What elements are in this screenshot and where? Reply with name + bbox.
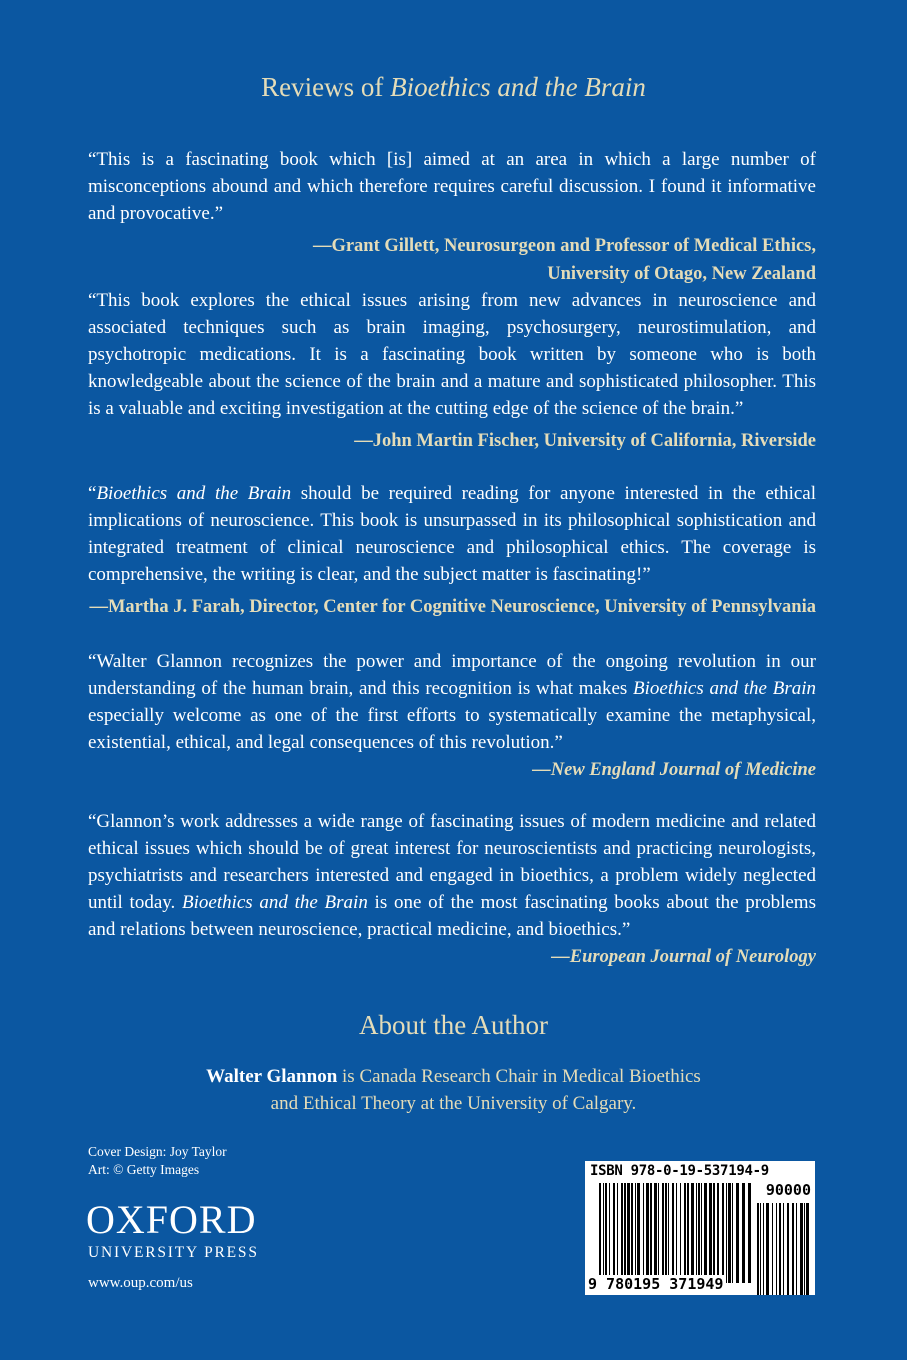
barcode-bar bbox=[726, 1183, 727, 1283]
barcode-bar bbox=[624, 1183, 626, 1283]
barcode-bar bbox=[728, 1183, 731, 1283]
book-title: Bioethics and the Brain bbox=[633, 678, 817, 699]
barcode-bar bbox=[662, 1183, 664, 1283]
review-quote bbox=[88, 146, 816, 227]
quote-text: “This book explores the ethical issues arising from new advances in neuroscience and associated techniques such as brain imaging, psychosurgery, neurostimulation, and psychotropic medications. It is a fascinating book written by someone who is both knowledgeable about the science of the brain and a mature and sophisticated philosopher. This is a valuable and exciting investigation at the cutting edge of the science of the brain.” bbox=[88, 290, 816, 419]
barcode-bar bbox=[631, 1183, 633, 1283]
review bbox=[88, 480, 816, 621]
barcode-bar bbox=[637, 1183, 640, 1283]
barcode-bar bbox=[704, 1183, 707, 1283]
barcode-bar bbox=[757, 1203, 759, 1295]
quote-text: “ bbox=[88, 483, 97, 504]
review bbox=[88, 648, 816, 784]
attribution-line: —European Journal of Neurology bbox=[551, 947, 816, 967]
quote-text: “This is a fascinating book which [is] aimed at an area in which a large number of misconceptions abound and which therefore requires careful discussion. I found it informative and provocative.” bbox=[88, 149, 816, 224]
barcode-bar bbox=[635, 1183, 636, 1283]
barcode-bar bbox=[717, 1183, 719, 1283]
reviews-heading bbox=[0, 72, 907, 103]
heading-prefix: Reviews of bbox=[261, 72, 391, 102]
barcode-bar bbox=[787, 1203, 789, 1295]
barcode-bar bbox=[643, 1183, 644, 1283]
barcode-bar bbox=[691, 1183, 694, 1283]
barcode-bar bbox=[800, 1203, 803, 1295]
barcode-bar bbox=[680, 1183, 681, 1283]
review-attribution bbox=[88, 427, 816, 455]
barcode-bar bbox=[665, 1183, 667, 1283]
barcode-bar bbox=[696, 1183, 697, 1283]
barcode-bar bbox=[779, 1203, 781, 1295]
about-line-1: is Canada Research Chair in Medical Bioethics bbox=[337, 1066, 701, 1087]
barcode-bar bbox=[621, 1183, 623, 1283]
barcode-bar bbox=[742, 1183, 745, 1283]
review bbox=[88, 287, 816, 455]
quote-text: “Walter Glannon recognizes the power and importance of the ongoing revolution in our understanding of the human brain, and this recognition is what makes bbox=[88, 651, 816, 699]
barcode-bar bbox=[709, 1183, 712, 1283]
barcode-bar bbox=[792, 1203, 794, 1295]
review-attribution bbox=[88, 943, 816, 971]
barcode-bar bbox=[609, 1183, 610, 1283]
barcode-bar bbox=[722, 1183, 724, 1283]
barcode-bar bbox=[654, 1183, 657, 1283]
attribution-line: —Grant Gillett, Neurosurgeon and Professor of Medical Ethics, bbox=[312, 236, 816, 256]
barcode-bar bbox=[804, 1203, 805, 1295]
review-attribution bbox=[88, 232, 816, 288]
barcode-bar bbox=[650, 1183, 652, 1283]
about-author-text bbox=[0, 1063, 907, 1117]
barcode-bar bbox=[672, 1183, 674, 1283]
barcode-bar bbox=[732, 1183, 733, 1283]
quote-text: especially welcome as one of the first efforts to systematically examine the metaphysical, existential, ethical, and legal consequences of this revolution.” bbox=[88, 705, 816, 753]
barcode-bar bbox=[658, 1183, 659, 1283]
attribution-line: University of Otago, New Zealand bbox=[547, 264, 816, 284]
quote-text: should be required reading for anyone interested in the ethical implications of neuroscience. This book is unsurpassed in its philosophical sophistication and integrated treatment of clinical neuroscience and philosophical ethics. The coverage is comprehensive, the writing is clear, and the subject matter is fascinating!” bbox=[88, 483, 816, 585]
barcode-bar bbox=[766, 1203, 769, 1295]
barcode-bar bbox=[760, 1203, 761, 1295]
review bbox=[88, 808, 816, 971]
barcode-bar bbox=[613, 1183, 615, 1283]
review-attribution bbox=[88, 756, 816, 784]
barcode-bar bbox=[796, 1203, 797, 1295]
review-quote bbox=[88, 480, 816, 588]
barcode-bar bbox=[617, 1183, 618, 1283]
barcode-bar bbox=[783, 1203, 784, 1295]
barcode-bar bbox=[698, 1183, 700, 1283]
publisher-url: www.oup.com/us bbox=[88, 1275, 193, 1291]
barcode-bar bbox=[713, 1183, 715, 1283]
barcode-bar bbox=[763, 1203, 764, 1295]
barcode-bar bbox=[599, 1183, 601, 1283]
review bbox=[88, 146, 816, 288]
isbn-text: ISBN 978-0-19-537194-9 bbox=[590, 1163, 769, 1179]
review-quote bbox=[88, 287, 816, 422]
barcode-bar bbox=[687, 1183, 689, 1283]
barcode-bar bbox=[605, 1183, 607, 1283]
credits bbox=[88, 1143, 227, 1179]
author-name: Walter Glannon bbox=[206, 1066, 338, 1087]
ean-number: 9 780195 371949 bbox=[588, 1275, 724, 1293]
barcode-bar bbox=[772, 1203, 773, 1295]
barcode-bar bbox=[646, 1183, 649, 1283]
cover-design-credit: Cover Design: Joy Taylor bbox=[88, 1144, 227, 1159]
attribution-line: —New England Journal of Medicine bbox=[532, 760, 816, 780]
publisher-subname: UNIVERSITY PRESS bbox=[88, 1244, 259, 1261]
review-quote bbox=[88, 648, 816, 756]
barcode-bar bbox=[701, 1183, 702, 1283]
barcode-bar bbox=[736, 1183, 739, 1283]
quote-text: is one of the most fascinating books about the problems and relations between neuroscience, practical medicine, and bioethics.” bbox=[88, 892, 816, 940]
barcode-bar bbox=[668, 1183, 669, 1283]
barcode-bar bbox=[806, 1203, 809, 1295]
review-attribution bbox=[88, 593, 816, 621]
art-credit: Art: © Getty Images bbox=[88, 1162, 200, 1177]
barcode-bar bbox=[676, 1183, 677, 1283]
attribution-line: —Martha J. Farah, Director, Center for Cognitive Neuroscience, University of Pennsylvania bbox=[89, 597, 816, 617]
barcode-bar bbox=[603, 1183, 604, 1283]
about-heading: About the Author bbox=[359, 1010, 548, 1040]
review-quote bbox=[88, 808, 816, 943]
book-title: Bioethics and the Brain bbox=[96, 483, 292, 504]
heading-book-title: Bioethics and the Brain bbox=[390, 72, 646, 102]
barcode-bar bbox=[627, 1183, 630, 1283]
barcode-bar bbox=[748, 1183, 751, 1283]
about-line-2: and Ethical Theory at the University of Calgary. bbox=[270, 1093, 637, 1114]
isbn-barcode bbox=[585, 1161, 815, 1295]
quote-text: “Glannon’s work addresses a wide range of fascinating issues of modern medicine and related ethical issues which should be of great interest for neuroscientists and practicing neurologists, psychiatrists and researchers interested and engaged in bioethics, a problem widely neglected until today. bbox=[88, 811, 816, 913]
publisher-logo: OXFORD bbox=[86, 1197, 257, 1242]
attribution-line: —John Martin Fischer, University of California, Riverside bbox=[354, 431, 816, 451]
barcode-bar bbox=[684, 1183, 686, 1283]
price-addon: 90000 bbox=[765, 1181, 811, 1199]
book-title: Bioethics and the Brain bbox=[182, 892, 368, 913]
barcode-bar bbox=[776, 1203, 777, 1295]
